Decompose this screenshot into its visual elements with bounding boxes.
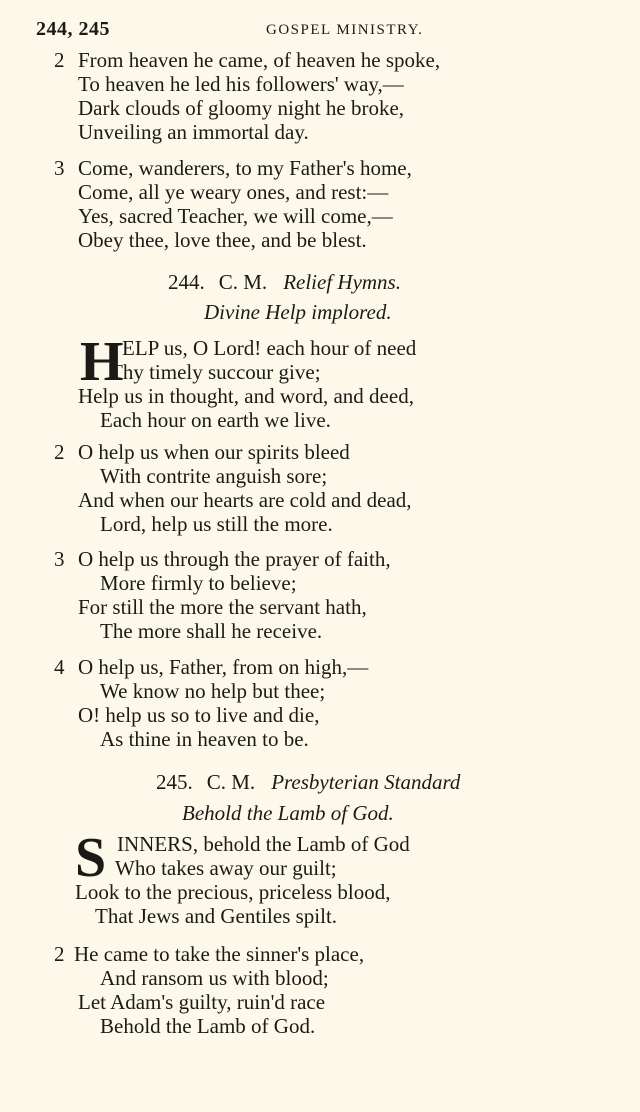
stanza-prev-2 — [54, 48, 614, 144]
hymn-tune: Relief Hymns. — [283, 270, 401, 294]
verse-line: We know no help but thee; — [100, 679, 326, 703]
verse-line: ELP us, O Lord! each hour of need — [122, 336, 417, 360]
hymn-245-heading — [156, 770, 460, 795]
stanza-number: 2 — [54, 942, 65, 966]
verse-line: Yes, sacred Teacher, we will come,— — [78, 204, 393, 228]
hymn-number: 244. — [168, 270, 205, 294]
verse-line: And ransom us with blood; — [100, 966, 329, 990]
verse-line: And when our hearts are cold and dead, — [78, 488, 412, 512]
page-header — [36, 18, 596, 44]
verse-line: Thy timely succour give; — [110, 360, 321, 384]
verse-line: From heaven he came, of heaven he spoke, — [78, 48, 441, 72]
hymn-tune: Presbyterian Standard — [271, 770, 461, 794]
hymn-244-stanza-3 — [54, 547, 614, 643]
hymn-meter: C. M. — [206, 770, 256, 794]
drop-cap: H — [80, 331, 124, 393]
stanza-number: 2 — [54, 440, 65, 464]
verse-line: Obey thee, love thee, and be blest. — [78, 228, 367, 252]
hymn-244-title: Divine Help implored. — [204, 300, 392, 324]
hymn-245-stanza-2 — [54, 942, 614, 1038]
hymn-244-stanza-1 — [78, 331, 638, 432]
verse-line: To heaven he led his followers' way,— — [78, 72, 404, 96]
verse-line: O help us when our spirits bleed — [78, 440, 350, 464]
verse-line: That Jews and Gentiles spilt. — [95, 904, 338, 928]
verse-line: Come, all ye weary ones, and rest:— — [78, 180, 389, 204]
verse-line: Come, wanderers, to my Father's home, — [78, 156, 412, 180]
hymn-meter: C. M. — [218, 270, 268, 294]
verse-line: Look to the precious, priceless blood, — [75, 880, 391, 904]
hymn-245-stanza-1 — [75, 827, 635, 928]
drop-cap: S — [75, 827, 107, 889]
verse-line: Behold the Lamb of God. — [100, 1014, 316, 1038]
verse-line: O help us through the prayer of faith, — [78, 547, 391, 571]
verse-line: Let Adam's guilty, ruin'd race — [78, 990, 326, 1014]
verse-line: He came to take the sinner's place, — [74, 942, 365, 966]
verse-line: As thine in heaven to be. — [100, 727, 309, 751]
stanza-prev-3 — [54, 156, 614, 252]
verse-line: Help us in thought, and word, and deed, — [78, 384, 414, 408]
hymn-245-title: Behold the Lamb of God. — [182, 801, 394, 825]
hymn-number: 245. — [156, 770, 193, 794]
verse-line: With contrite anguish sore; — [100, 464, 328, 488]
stanza-number: 2 — [54, 48, 65, 72]
verse-line: More firmly to believe; — [100, 571, 297, 595]
stanza-number: 4 — [54, 655, 65, 679]
verse-line: Who takes away our guilt; — [115, 856, 337, 880]
hymn-244-stanza-4 — [54, 655, 614, 751]
page-numbers: 244, 245 — [36, 18, 110, 40]
hymn-244-stanza-2 — [54, 440, 614, 536]
verse-line: Each hour on earth we live. — [100, 408, 331, 432]
stanza-number: 3 — [54, 156, 65, 180]
verse-line: Unveiling an immortal day. — [78, 120, 309, 144]
verse-line: The more shall he receive. — [100, 619, 323, 643]
verse-line: Dark clouds of gloomy night he broke, — [78, 96, 405, 120]
hymn-244-heading — [168, 270, 401, 295]
running-title: GOSPEL MINISTRY. — [266, 22, 424, 38]
stanza-number: 3 — [54, 547, 65, 571]
verse-line: INNERS, behold the Lamb of God — [117, 832, 410, 856]
verse-line: For still the more the servant hath, — [78, 595, 367, 619]
verse-line: Lord, help us still the more. — [100, 512, 333, 536]
verse-line: O! help us so to live and die, — [78, 703, 320, 727]
verse-line: O help us, Father, from on high,— — [78, 655, 369, 679]
